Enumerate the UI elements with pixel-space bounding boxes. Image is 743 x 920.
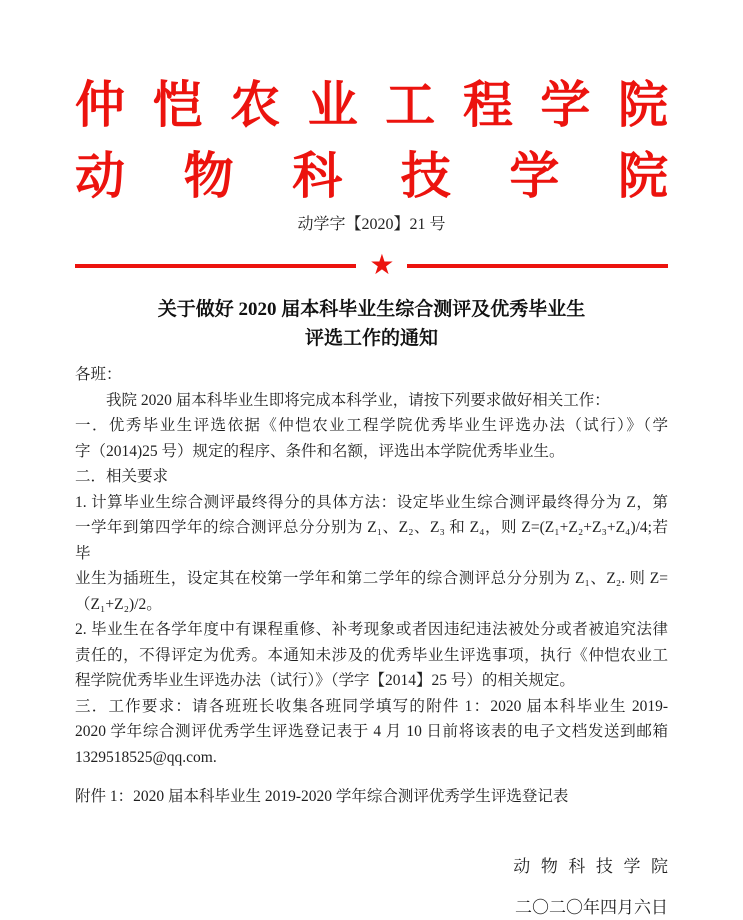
email-address: 1329518525@qq.com. [75,748,217,766]
divider-line-left [75,264,356,268]
university-name: 仲恺农业工程学院 [75,77,668,133]
body-line: 2. 毕业生在各学年度中有课程重修、补考现象或者因违纪违法被处分或者被追究法律 [75,621,668,638]
notice-title-line-1: 关于做好 2020 届本科毕业生综合测评及优秀毕业生 [157,299,586,320]
body-line: （Z₁+Z₂)/2。 [75,595,162,613]
salutation: 各班： [75,366,122,383]
paragraph-disqualification-rules [75,617,668,694]
body-line: 业生为插班生，设定其在校第一学年和第二学年的综合测评总分分别为 Z₁、Z₂. 则 Z= [75,570,668,587]
red-divider [75,252,668,280]
paragraph-requirements-heading [75,464,668,490]
body-line: 三．工作要求：请各班班长收集各班同学填写的附件 1：2020 届本科毕业生 2019- [75,697,668,715]
body-line: 程学院优秀毕业生评选办法（试行）》（学字【2014】25 号）的相关规定。 [75,672,575,689]
college-name: 动物科技学院 [75,148,668,204]
body-line: 责任的，不得评定为优秀。本通知未涉及的优秀毕业生评选事项，执行《仲恺农业工 [75,646,668,664]
document-number: 动学字【2020】21 号 [297,216,446,233]
letterhead [75,74,668,236]
paragraph-selection-basis [75,413,668,464]
notice-body [75,362,668,810]
intro-line: 我院 2020 届本科毕业生即将完成本科学业，请按下列要求做好相关工作： [106,391,610,409]
signature-block [75,854,679,920]
body-line: 一．优秀毕业生评选依据《仲恺农业工程学院优秀毕业生评选办法（试行）》（学 [75,417,668,434]
body-line: 一学年到第四学年的综合测评总分分别为 Z₁、Z₂、Z₃ 和 Z₄，则 Z=(Z₁+Z₂+Z₃+Z₄)/4;若毕 [75,519,668,562]
star-icon: ★ [369,250,395,281]
notice-title-line-2: 评选工作的通知 [304,328,438,349]
paragraph-work-requirements [75,694,668,771]
paragraph-score-formula [75,490,668,618]
body-line: 字（2014)25 号）规定的程序、条件和名额，评选出本学院优秀毕业生。 [75,442,565,460]
signature-date: 二〇二〇年四月六日 [515,897,668,917]
signature-department: 动物科技学院 [513,856,679,876]
body-line: 2020 学年综合测评优秀学生评选登记表于 4 月 10 日前将该表的电子文档发送到邮箱 [75,723,668,740]
body-line: 1. 计算毕业生综合测评最终得分的具体方法：设定毕业生综合测评最终得分为 Z，第 [75,493,668,511]
divider-line-right [407,264,668,268]
attachment-line: 附件 1：2020 届本科毕业生 2019-2020 学年综合测评优秀学生评选登记表 [75,788,569,805]
body-line: 二．相关要求 [75,468,169,485]
notice-title [75,295,668,353]
